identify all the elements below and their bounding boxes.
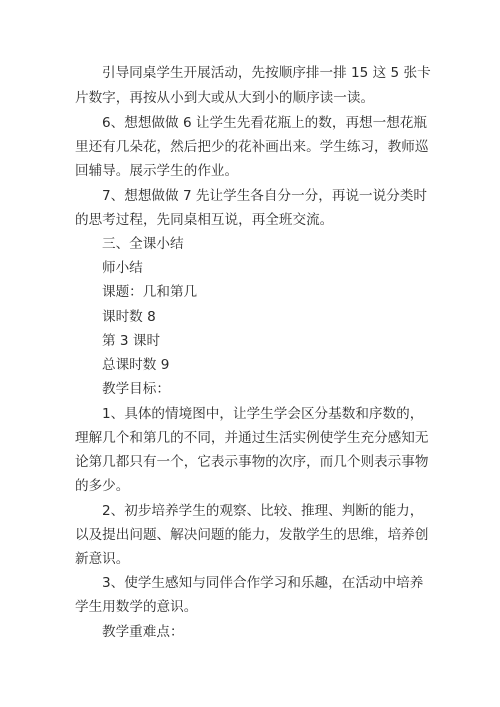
paragraph-line: 片数字，再按从小到大或从大到小的顺序读一读。 xyxy=(75,90,375,106)
paragraph-line: 7、想想做做 7 先让学生各自分一分，再说一说分类时 xyxy=(102,188,428,204)
paragraph-line: 学生用数学的意识。 xyxy=(75,599,198,615)
paragraph-line: 理解几个和第几的不同，并通过生活实例使学生充分感知无 xyxy=(75,430,429,446)
lesson-period: 第 3 课时 xyxy=(102,333,161,349)
paragraph-line: 回辅导。展示学生的作业。 xyxy=(75,163,239,179)
lesson-title: 课题：几和第几 xyxy=(102,284,198,300)
paragraph-line: 新意识。 xyxy=(75,551,130,567)
lesson-hours: 课时数 8 xyxy=(102,309,156,325)
paragraph-line: 2、初步培养学生的观察、比较、推理、判断的能力， xyxy=(102,503,424,519)
paragraph-line: 的多少。 xyxy=(75,478,130,494)
paragraph-line: 1、具体的情境图中，让学生学会区分基数和序数的， xyxy=(102,406,424,422)
section-heading: 教学重难点： xyxy=(102,624,184,640)
paragraph-line: 里还有几朵花，然后把少的花补画出来。学生练习，教师巡 xyxy=(75,139,429,155)
paragraph-line: 引导同桌学生开展活动，先按顺序排一排 15 这 5 张卡 xyxy=(102,65,431,81)
paragraph-line: 6、想想做做 6 让学生先看花瓶上的数，再想一想花瓶 xyxy=(102,115,428,131)
paragraph-line: 论第几都只有一个，它表示事物的次序，而几个则表示事物 xyxy=(75,454,429,470)
section-heading: 三、全课小结 xyxy=(102,236,184,252)
paragraph-line: 以及提出问题、解决问题的能力，发散学生的思维，培养创 xyxy=(75,527,429,543)
section-heading: 教学目标： xyxy=(102,381,170,397)
lesson-total-hours: 总课时数 9 xyxy=(102,357,170,373)
paragraph-line: 3、使学生感知与同伴合作学习和乐趣，在活动中培养 xyxy=(102,575,424,591)
paragraph-line: 师小结 xyxy=(102,260,143,276)
paragraph-line: 的思考过程，先同桌相互说，再全班交流。 xyxy=(75,212,334,228)
